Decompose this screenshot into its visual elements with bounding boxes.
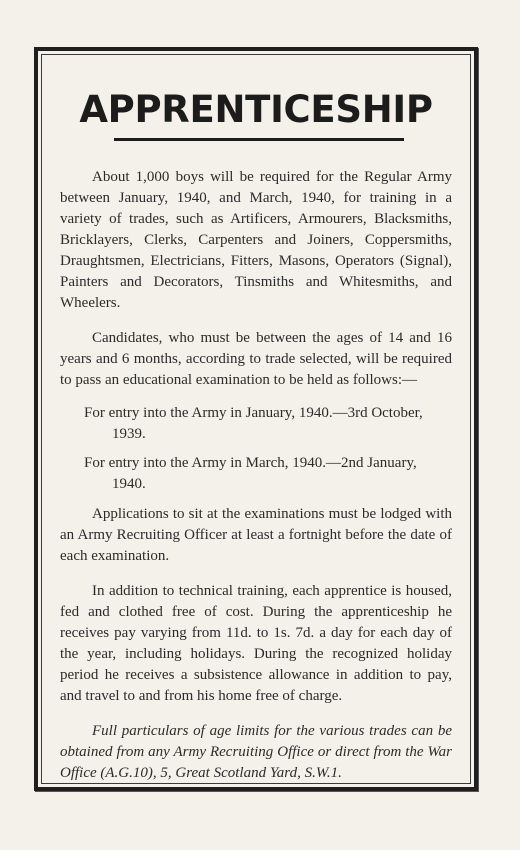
exam-date-entry: For entry into the Army in January, 1940.—3rd October, 1939.	[84, 405, 423, 442]
exam-dates-list	[60, 403, 452, 495]
paragraph-training-pay: In addition to technical training, each apprentice is housed, fed and clothed free of cost. During the apprenticeship he receives pay varying from 11d. to 1s. 7d. a day for each day of the year, including holidays. During the recognized holiday period he receives a subsistence allowance in addition to pay, and travel to and from his home free of charge.	[60, 583, 452, 704]
paragraph-applications: Applications to sit at the examinations must be lodged with an Army Recruiting Officer at least a fortnight before the date of each examination.	[60, 506, 452, 564]
title-underline	[114, 138, 404, 141]
paragraph-trades: About 1,000 boys will be required for the Regular Army between January, 1940, and March, 1940, for training in a variety of trades, such as Artificers, Armourers, Blacksmiths, Bricklayers, Clerks, Carpenters and Joiners, Coppersmiths, Draughtsmen, Electricians, Fitters, Masons, Operators (Signal), Painters and Decorators, Tinsmiths and Whitesmiths, and Wheelers.	[60, 169, 452, 311]
document-body	[60, 167, 452, 784]
page-title: APPRENTICESHIP	[79, 88, 433, 131]
paragraph-candidates: Candidates, who must be between the ages of 14 and 16 years and 6 months, according to trade selected, will be required to pass an educational examination to be held as follows:—	[60, 330, 452, 388]
paragraph-full-particulars: Full particulars of age limits for the various trades can be obtained from any Army Recruiting Office or direct from the War Office (A.G.10), 5, Great Scotland Yard, S.W.1.	[60, 723, 452, 781]
page-border	[34, 47, 478, 791]
exam-date-entry: For entry into the Army in March, 1940.—2nd January, 1940.	[84, 455, 417, 492]
